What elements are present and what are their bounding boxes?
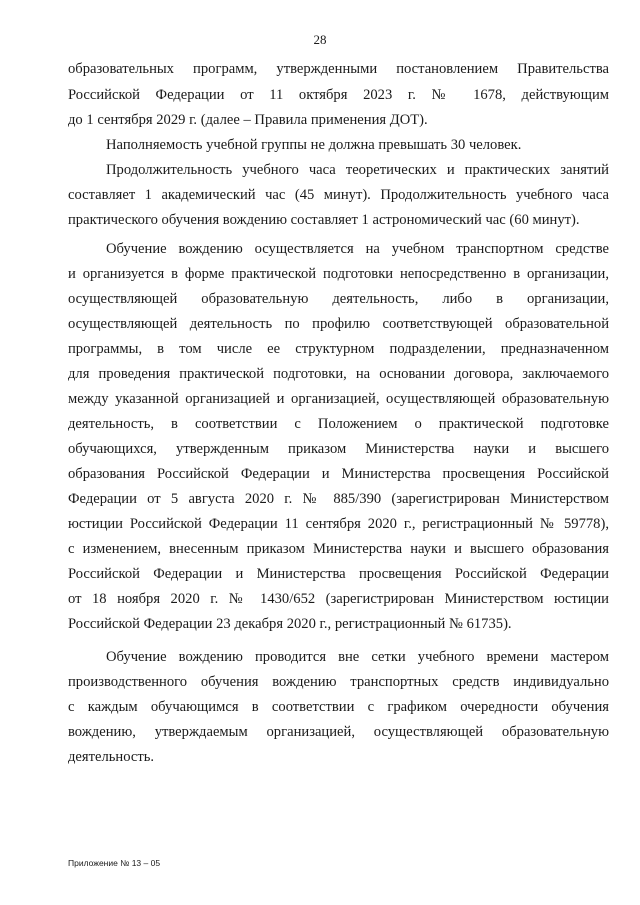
text-line: программы, в том числе ее структурном подразделении, предназначенном [68,341,609,357]
text-line: с изменением, внесенным приказом Министерства науки и высшего образования [68,541,609,557]
text-line: образовательных программ, утвержденными постановлением Правительства [68,61,609,77]
text-line: образования Российской Федерации и Министерства просвещения Российской [68,466,609,482]
text-line: составляет 1 академический час (45 минут). Продолжительность учебного часа [68,187,609,203]
text-line: Российской Федерации и Министерства просвещения Российской Федерации [68,566,609,582]
text-line: осуществляющей образовательную деятельность, либо в организации, [68,291,609,307]
text-line: деятельность. [68,749,155,765]
text-line: Продолжительность учебного часа теоретических и практических занятий [106,162,609,178]
text-line: Российской Федерации 23 декабря 2020 г., регистрационный № 61735). [68,616,512,632]
text-line: для проведения практической подготовки, на основании договора, заключаемого [68,366,609,382]
page-number: 28 [313,32,327,47]
text-line: от 18 ноября 2020 г. № 1430/652 (зарегистрирован Министерством юстиции [68,591,609,607]
footer-note: Приложение № 13 – 05 [68,858,161,868]
text-line: деятельность, в соответствии с Положением о практической подготовке [68,416,609,432]
text-line: практического обучения вождению составляет 1 астрономический час (60 минут). [68,212,580,228]
text-line: Обучение вождению проводится вне сетки учебного времени мастером [106,649,609,665]
text-line: юстиции Российской Федерации 11 сентября 2020 г., регистрационный № 59778), [68,516,609,532]
text-line: осуществляющей деятельность по профилю соответствующей образовательной [68,316,609,332]
text-line: между указанной организацией и организацией, осуществляющей образовательную [68,391,609,407]
text-line: производственного обучения вождению транспортных средств индивидуально [68,674,609,690]
text-line: вождению, утверждаемым организацией, осуществляющей образовательную [68,724,609,740]
text-line: до 1 сентября 2029 г. (далее – Правила применения ДОТ). [68,112,428,128]
text-line: Федерации от 5 августа 2020 г. № 885/390 (зарегистрирован Министерством [68,491,609,507]
text-line: Обучение вождению осуществляется на учебном транспортном средстве [106,241,609,257]
text-line: с каждым обучающимся в соответствии с графиком очередности обучения [68,699,609,715]
text-line: Наполняемость учебной группы не должна превышать 30 человек. [106,137,522,153]
text-line: Российской Федерации от 11 октября 2023 г. № 1678, действующим [68,87,609,103]
text-line: обучающихся, утвержденным приказом Министерства науки и высшего [68,441,609,457]
text-line: и организуется в форме практической подготовки непосредственно в организации, [68,266,609,282]
